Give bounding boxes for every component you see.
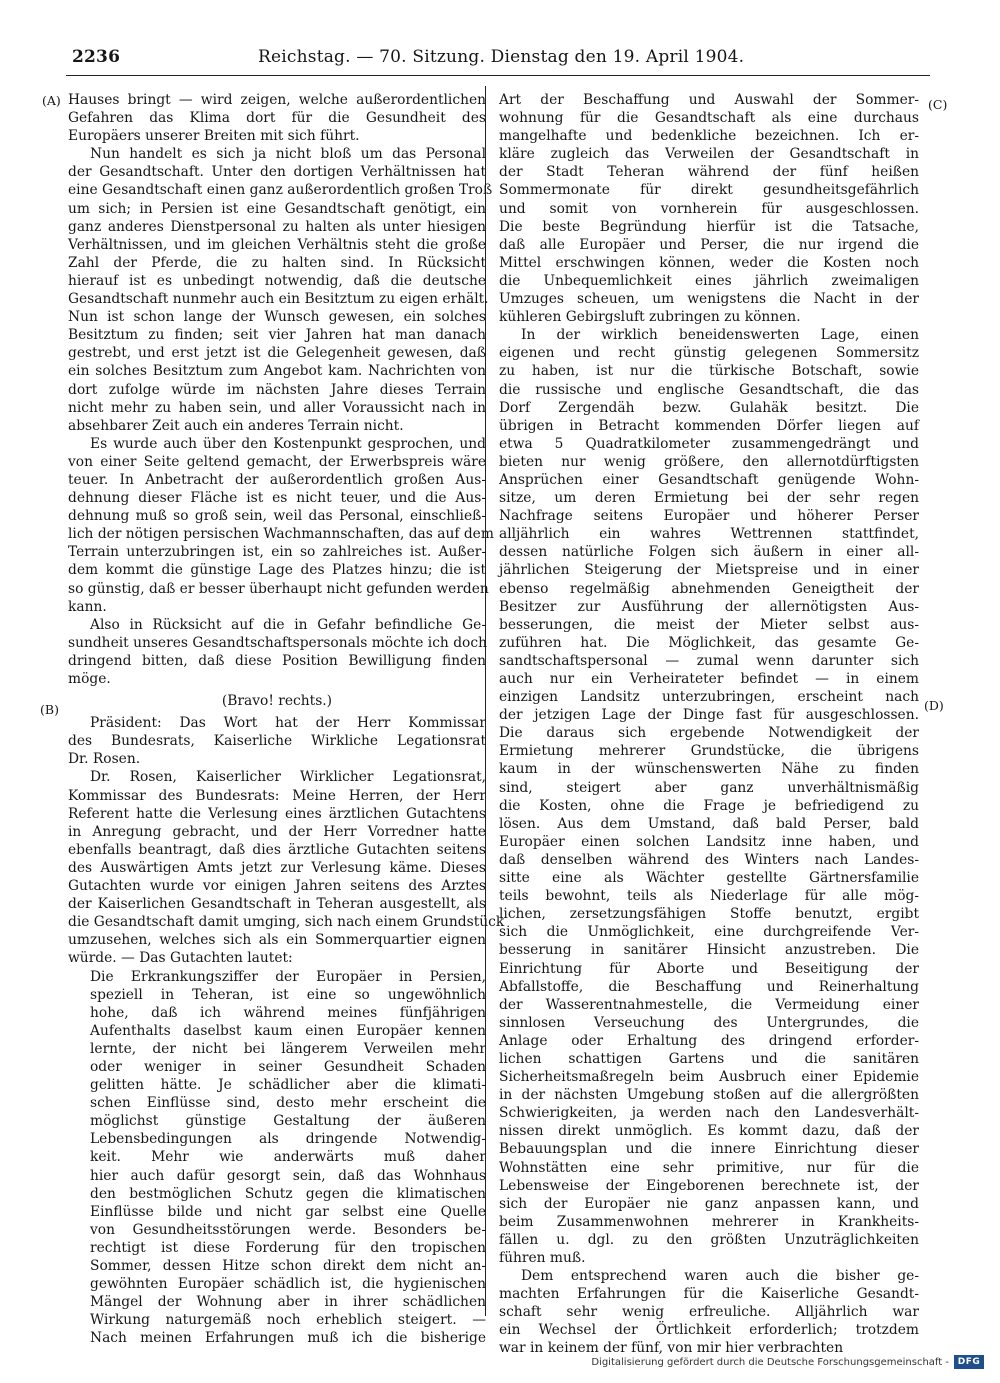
- left-column-line: möglichst günstige Gestaltung der äußeren: [90, 1113, 486, 1130]
- left-column-line: umzusehen, welches sich als ein Sommerquartier eignen: [68, 932, 486, 949]
- left-column-line: kann.: [68, 598, 107, 615]
- header-title: Reichstag. — 70. Sitzung. Dienstag den 19. April 1904.: [258, 47, 745, 67]
- left-column-line: Gesandtschaft nunmehr auch ein Besitztum zu eigen erhält.: [68, 291, 489, 308]
- left-column-line: Europäers unserer Breiten mit sich führt.: [68, 128, 360, 145]
- right-column-line: und somit von vornherein für ausgeschlossen.: [499, 200, 919, 217]
- left-column-line: nicht mehr zu haben sein, und aller Voraussicht nach in: [68, 399, 486, 416]
- right-column-line: Anlage oder Erhaltung des dringend erforder-: [499, 1032, 919, 1049]
- left-column-line: absehbarer Zeit auch ein anderes Terrain nicht.: [68, 417, 404, 434]
- left-column-line: der Gesandtschaft. Unter den dortigen Verhältnissen hat: [68, 164, 486, 181]
- margin-label-a: (A): [42, 93, 61, 108]
- left-column-line: dehnung dieser Fläche ist es nicht teuer, und die Aus-: [68, 490, 486, 507]
- right-column-line: lösen. Aus dem Umstand, daß bald Perser, bald: [499, 815, 919, 832]
- left-column-line: die Gesandtschaft damit umging, sich nach einem Grundstück: [68, 914, 505, 931]
- left-column-line: Dr. Rosen.: [68, 751, 141, 768]
- right-column-line: in der nächsten Umgebung stoßen auf die allergrößten: [499, 1087, 919, 1104]
- left-column-line: Lebensbedingungen als dringende Notwendig-: [90, 1131, 486, 1148]
- right-column-line: sich die Unmöglichkeit, eine durchgreifende Ver-: [499, 924, 919, 941]
- right-column-line: Einrichtung für Aborte und Beseitigung der: [499, 960, 919, 977]
- left-column-line: lernte, der nicht bei längerem Verweilen mehr: [90, 1040, 486, 1057]
- left-column-line: Verhältnissen, und im gleichen Verhältnis steht die große: [68, 236, 486, 253]
- right-column-line: Ansprüchen einer Gesandtschaft genügende Wohn-: [499, 471, 919, 488]
- left-column-line: Referent hatte die Verlesung eines ärztlichen Gutachtens: [68, 805, 486, 822]
- left-column-line: von einer Seite geltend gemacht, der Erwerbspreis wäre: [68, 453, 486, 470]
- left-column-line: hierauf ist es unbedingt notwendig, daß die deutsche: [68, 272, 486, 289]
- right-column-line: machten Erfahrungen für die Kaiserliche Gesandt-: [499, 1286, 919, 1303]
- left-column-line: Einflüsse bilde und nicht gar selbst eine Quelle: [90, 1203, 486, 1220]
- margin-label-b: (B): [40, 702, 59, 717]
- right-column-line: Besitzer zur Ausführung der allernötigsten Aus-: [499, 598, 919, 615]
- left-column-line: ein solches Besitztum zum Angebot kam. Nachrichten von: [68, 363, 486, 380]
- right-column-line: ein Wechsel der Örtlichkeit erforderlich; trotzdem: [499, 1322, 919, 1339]
- right-column-line: die Kosten, ohne die Frage je befriedigend zu: [499, 797, 919, 814]
- left-column-line: von Gesundheitsstörungen werde. Besonders be-: [90, 1221, 486, 1238]
- left-column-line: sundheit unseres Gesandtschaftspersonals möchte ich doch: [68, 634, 487, 651]
- right-column-line: Mittel erschwingen können, weder die Kosten noch: [499, 254, 919, 271]
- left-column-line: hier auch dafür gesorgt sein, daß das Wohnhaus: [90, 1167, 486, 1184]
- right-column-line: In der wirklich beneidenswerten Lage, einen: [521, 327, 919, 344]
- right-column-line: sitte eine als Wächter gestellte Gärtnersfamilie: [499, 870, 919, 887]
- right-column-line: teils bewohnt, teils als Niederlage für alle mög-: [499, 888, 919, 905]
- right-column-line: einzigen Landsitz unterzubringen, erscheint nach: [499, 689, 919, 706]
- left-column-line: Es wurde auch über den Kostenpunkt gesprochen, und: [90, 435, 486, 452]
- left-column-line: dehnung muß so groß sein, weil das Personal, einschließ-: [68, 508, 486, 525]
- right-column-line: Ermietung mehrerer Grundstücke, die übrigens: [499, 743, 919, 760]
- left-column-line: schen Einflüsse sind, desto mehr erscheint die: [90, 1095, 486, 1112]
- left-column-line: würde. — Das Gutachten lautet:: [68, 950, 293, 967]
- right-column-line: Sommermonate für direkt gesundheitsgefährlich: [499, 182, 919, 199]
- left-column-line: in Anregung gebracht, und der Herr Vorredner hatte: [68, 823, 486, 840]
- right-column-line: der Stadt Teheran während der fünf heißen: [499, 164, 919, 181]
- left-column-line: eine Gesandtschaft einen ganz außerordentlich großen Troß: [68, 182, 493, 199]
- right-column-line: lichen, zersetzungsfähigen Stoffe benutzt, ergibt: [499, 906, 919, 923]
- left-column-line: Nun ist schon lange der Wunsch gewesen, ein solches: [68, 309, 486, 326]
- left-column-line: des Bundesrats, Kaiserliche Wirkliche Legationsrat: [68, 733, 486, 750]
- right-column-line: lichen schattigen Gartens und die sanitären: [499, 1050, 919, 1067]
- right-column-line: daß denselben während des Winters nach Landes-: [499, 851, 919, 868]
- left-column-line: so günstig, daß er besser überhaupt nicht gefunden werden: [68, 580, 489, 597]
- left-column-line: der Kaiserlichen Gesandtschaft in Teheran ausgestellt, als: [68, 896, 486, 913]
- right-column-line: sind, steigert aber ganz unverhältnismäßig: [499, 779, 919, 796]
- footer-text: Digitalisierung gefördert durch die Deutsche Forschungsgemeinschaft -: [591, 1356, 949, 1368]
- left-column-line: dringend bitten, daß diese Position Bewilligung finden: [68, 652, 486, 669]
- right-column-line: bieten nur wenig größere, den allernotdürftigsten: [499, 453, 919, 470]
- left-column-line: Präsident: Das Wort hat der Herr Kommissar: [90, 715, 486, 732]
- right-column-line: wohnung für die Gesandtschaft als eine durchaus: [499, 110, 919, 127]
- right-column-line: kühleren Gebirgsluft zubringen zu können.: [499, 309, 801, 326]
- right-column-line: zuführen hat. Die Möglichkeit, das gesamte Ge-: [499, 634, 919, 651]
- margin-label-d: (D): [924, 698, 944, 713]
- left-column-line: gestrebt, und erst jetzt ist die Gelegenheit gewesen, daß: [68, 345, 486, 362]
- right-column-line: eigenen und recht günstig gelegenen Sommersitz: [499, 345, 919, 362]
- right-column-line: führen muß.: [499, 1250, 586, 1266]
- right-column-line: kaum in der wünschenswerten Nähe zu finden: [499, 761, 919, 778]
- right-column-line: etwa 5 Quadratkilometer zusammengedrängt und: [499, 435, 919, 452]
- right-column-line: Die daraus sich ergebende Notwendigkeit der: [499, 725, 919, 742]
- right-column-line: Lebensweise der Eingeborenen berechnete ist, der: [499, 1177, 919, 1194]
- right-column-line: dessen natürliche Folgen sich äußern in einer all-: [499, 544, 919, 561]
- right-column-line: besserung in sanitärer Hinsicht anzustreben. Die: [499, 942, 919, 959]
- left-column-line: keit. Mehr wie anderwärts muß daher: [90, 1149, 486, 1166]
- right-column-line: schaft sehr wenig erfreuliche. Alljährlich war: [499, 1304, 919, 1321]
- right-column-line: Sicherheitsmaßregeln beim Ausbruch einer Epidemie: [499, 1069, 919, 1086]
- right-column-line: sinnlosen Verseuchung des Untergrundes, die: [499, 1014, 919, 1031]
- left-column-line: Nun handelt es sich ja nicht bloß um das Personal: [90, 146, 486, 163]
- right-column-line: Wohnstätten eine sehr primitive, nur für die: [499, 1159, 919, 1176]
- right-column-line: sich der Europäer nie ganz anpassen kann, und: [499, 1195, 919, 1212]
- right-column-line: die Unbequemlichkeit eines jährlich zweimaligen: [499, 272, 919, 289]
- left-column-line: möge.: [68, 671, 111, 687]
- left-column-line: Terrain unterzubringen ist, ein so zahlreiches ist. Außer-: [68, 544, 486, 561]
- left-column-line: hohe, daß ich während meines fünfjährigen: [90, 1004, 486, 1021]
- left-column-line: Gefahren das Klima dort für die Gesundheit des: [68, 110, 486, 127]
- left-column-line: Die Erkrankungsziffer der Europäer in Persien,: [90, 968, 486, 985]
- right-column-line: kläre zugleich das Verweilen der Gesandtschaft in: [499, 146, 919, 163]
- dfg-logo: DFG: [954, 1355, 984, 1369]
- header-rule: [66, 75, 930, 76]
- right-column-line: mangelhafte und bedenkliche bezeichnen. Ich er-: [499, 128, 919, 145]
- right-column-line: auch nur ein Verheirateter befindet — in einem: [499, 671, 919, 687]
- right-column-line: Umzuges scheuen, um wenigstens die Nacht in der: [499, 291, 919, 308]
- right-column: [499, 91, 919, 1358]
- left-column-line: speziell in Teheran, ist eine so ungewöhnlich: [90, 986, 486, 1003]
- right-column-line: jährlichen Steigerung der Mietspreise und in einer: [499, 562, 919, 579]
- right-column-line: Bebauungsplan und die innere Einrichtung dieser: [499, 1141, 919, 1158]
- page-number: 2236: [72, 47, 121, 67]
- left-column-line: dort zufolge würde im nächsten Jahre dieses Terrain: [68, 381, 486, 398]
- left-column-line: Zahl der Pferde, die zu halten sind. In Rücksicht: [68, 254, 486, 271]
- left-column-line: Gutachten wurde vor einigen Jahren seitens des Arztes: [68, 878, 486, 895]
- left-column-line: Besitztum zu finden; seit vier Jahren hat man danach: [68, 327, 486, 344]
- left-column-line: Nach meinen Erfahrungen muß ich die bisherige: [90, 1330, 486, 1347]
- right-column-line: alljährlich ein wahres Wettrennen stattfindet,: [499, 526, 919, 543]
- left-column-line: lich der nötigen persischen Wachmannschaften, das auf dem: [68, 526, 494, 543]
- right-column-line: daß alle Europäer und Perser, die nur irgend die: [499, 236, 919, 253]
- right-column-line: Abfallstoffe, die Beschaffung und Reinerhaltung: [499, 978, 919, 995]
- right-column-line: der jetzigen Lage der Dinge fast für ausgeschlossen.: [499, 707, 919, 724]
- right-column-line: Nachfrage seitens Europäer und höherer Perser: [499, 508, 919, 525]
- right-column-line: Die beste Begründung hierfür ist die Tatsache,: [499, 218, 919, 235]
- left-column-line: rechtigt ist diese Forderung für den tropischen: [90, 1239, 486, 1256]
- left-column-line: Also in Rücksicht auf die in Gefahr befindliche Ge-: [90, 616, 486, 633]
- right-column-line: besserungen, die meist der Mieter selbst aus-: [499, 616, 919, 633]
- left-column-line: teuer. In Anbetracht der außerordentlich großen Aus-: [68, 471, 486, 488]
- right-column-line: sandtschaftspersonal — zumal wenn darunter sich: [499, 652, 919, 669]
- left-column-line: gelitten hätte. Je schädlicher aber die klimati-: [90, 1077, 486, 1094]
- left-column-line: Hauses bringt — wird zeigen, welche außerordentlichen: [68, 92, 486, 108]
- left-column-line: Mängel der Wohnung aber in ihrer schädlichen: [90, 1294, 486, 1311]
- left-column-line: des Auswärtigen Amts jetzt zur Verlesung käme. Dieses: [68, 859, 486, 876]
- right-column-line: war in keinem der fünf, von mir hier verbrachten: [499, 1340, 844, 1357]
- right-column-line: Art der Beschaffung und Auswahl der Sommer-: [499, 92, 919, 108]
- right-column-line: der Wasserentnahmestelle, die Vermeidung einer: [499, 996, 919, 1013]
- right-column-line: Schwierigkeiten, ja werden nach den Landesverhält-: [499, 1105, 919, 1122]
- right-column-line: sitze, um deren Ermietung bei der sehr regen: [499, 490, 919, 507]
- left-column-line: Sommer, dessen Hitze schon direkt dem nicht an-: [90, 1258, 486, 1274]
- right-column-line: die russische und englische Gesandtschaft, die das: [499, 381, 919, 398]
- left-column-line: um sich; in Persien ist eine Gesandtschaft genötigt, ein: [68, 200, 486, 217]
- left-column-line: den bestmöglichen Schutz gegen die klimatischen: [90, 1185, 486, 1202]
- left-column-line: ebenfalls beantragt, daß dies ärztliche Gutachten seitens: [68, 841, 486, 858]
- right-column-line: beim Zusammenwohnen mehrerer in Krankheits-: [499, 1213, 919, 1230]
- left-column-line: ganz anderes Dienstpersonal zu halten als unter hiesigen: [68, 218, 486, 235]
- right-column-line: ebenso regelmäßig abnehmenden Geneigtheit der: [499, 580, 919, 597]
- left-column-line: Kommissar des Bundesrats: Meine Herren, der Herr: [68, 787, 486, 804]
- right-column-line: Dem entsprechend waren auch die bisher ge-: [521, 1268, 919, 1285]
- right-column-line: nissen direkt unmöglich. Es kommt dazu, daß der: [499, 1123, 919, 1140]
- right-column-line: fällen u. dgl. zu den größten Unzuträglichkeiten: [499, 1231, 919, 1248]
- left-column-line: Dr. Rosen, Kaiserlicher Wirklicher Legationsrat,: [90, 769, 486, 786]
- left-column-line: gewöhnten Europäer schädlich ist, die hygienischen: [90, 1276, 486, 1293]
- left-column-line: Wirkung naturgemäß noch erheblich steigert. —: [90, 1312, 486, 1329]
- digitization-footer: [591, 1355, 984, 1369]
- right-column-line: Dorf Zergendäh bezw. Gulahäk besitzt. Die: [499, 399, 919, 416]
- left-column-line: oder weniger in seiner Gesundheit Schaden: [90, 1058, 486, 1075]
- left-column: [68, 91, 505, 1347]
- right-column-line: Europäer einen solchen Landsitz inne haben, und: [499, 833, 919, 850]
- running-header: [68, 45, 930, 73]
- right-column-line: übrigen in Betracht kommenden Dörfer liegen auf: [499, 417, 919, 434]
- left-column-line: (Bravo! rechts.): [221, 693, 333, 710]
- left-column-line: dem kommt die günstige Lage des Platzes hinzu; die ist: [68, 562, 486, 579]
- right-column-line: zu haben, ist nur die türkische Botschaft, sowie: [499, 363, 919, 380]
- left-column-line: Aufenthalts daselbst kaum einen Europäer kennen: [90, 1022, 486, 1039]
- margin-label-c: (C): [928, 97, 948, 112]
